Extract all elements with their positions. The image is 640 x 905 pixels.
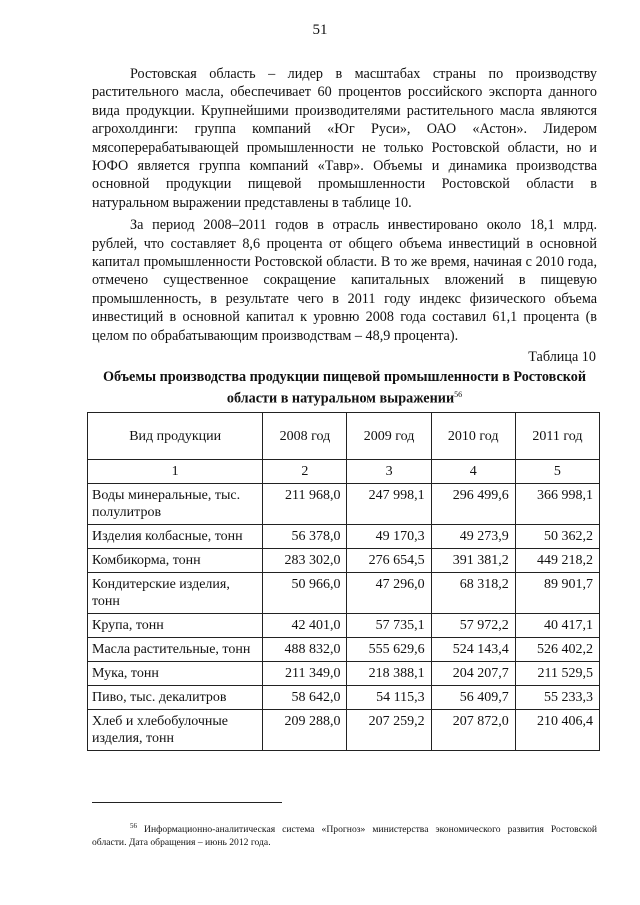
value-2010: 207 872,0: [431, 710, 515, 751]
value-2008: 56 378,0: [263, 525, 347, 549]
value-2008: 42 401,0: [263, 614, 347, 638]
value-2011: 211 529,5: [515, 662, 599, 686]
value-2009: 54 115,3: [347, 686, 431, 710]
footnote-divider: [92, 802, 282, 803]
value-2010: 524 143,4: [431, 638, 515, 662]
value-2010: 391 381,2: [431, 549, 515, 573]
table-title-text: Объемы производства продукции пищевой промышленности в Ростовской области в натуральном выражении: [102, 369, 587, 407]
product-name: Пиво, тыс. декалитров: [88, 686, 263, 710]
value-2008: 50 966,0: [263, 573, 347, 614]
column-number: 5: [515, 460, 599, 484]
table-title-footnote-ref: 56: [454, 390, 463, 399]
value-2011: 89 901,7: [515, 573, 599, 614]
column-number: 3: [347, 460, 431, 484]
column-number: 1: [88, 460, 263, 484]
header-product: Вид продукции: [88, 413, 263, 460]
product-name: Масла растительные, тонн: [88, 638, 263, 662]
value-2009: 207 259,2: [347, 710, 431, 751]
value-2011: 40 417,1: [515, 614, 599, 638]
table-row: [88, 549, 600, 573]
table-title: [92, 369, 597, 408]
table-row: [88, 686, 600, 710]
table-label: Таблица 10: [528, 349, 596, 365]
product-name: Крупа, тонн: [88, 614, 263, 638]
product-name: Мука, тонн: [88, 662, 263, 686]
value-2009: 218 388,1: [347, 662, 431, 686]
value-2008: 58 642,0: [263, 686, 347, 710]
table-row: [88, 638, 600, 662]
product-name: Кондитерские изделия, тонн: [88, 573, 263, 614]
value-2011: 50 362,2: [515, 525, 599, 549]
value-2009: 276 654,5: [347, 549, 431, 573]
header-2011: 2011 год: [515, 413, 599, 460]
value-2010: 296 499,6: [431, 484, 515, 525]
value-2008: 283 302,0: [263, 549, 347, 573]
header-2008: 2008 год: [263, 413, 347, 460]
paragraph-production-leaders: Ростовская область – лидер в масштабах страны по производству растительного масла, обеспечивает 60 процентов российского экспорта данного вида продукции. Крупнейшими производителями растительного масла являются агрохолдинги: группа компаний «Юг Руси», ОАО «Астон». Лидером мясоперерабатывающей промышленности не только Ростовской области, но и ЮФО является группа компаний «Тавр». Объемы и динамика производства основной продукции пищевой промышленности Ростовской области в натуральном выражении представлены в таблице 10.: [92, 66, 597, 211]
footnote-marker: 56: [130, 822, 137, 830]
value-2010: 57 972,2: [431, 614, 515, 638]
footnote-text: Информационно-аналитическая система «Прогноз» министерства экономического развития Ростовской области. Дата обращения – июнь 2012 года.: [92, 824, 597, 848]
footnote: [92, 820, 597, 849]
value-2010: 56 409,7: [431, 686, 515, 710]
value-2011: 55 233,3: [515, 686, 599, 710]
table-row: [88, 662, 600, 686]
column-number-row: [88, 460, 600, 484]
table-row: [88, 484, 600, 525]
value-2008: 211 349,0: [263, 662, 347, 686]
value-2011: 366 998,1: [515, 484, 599, 525]
value-2011: 526 402,2: [515, 638, 599, 662]
header-2009: 2009 год: [347, 413, 431, 460]
column-number: 2: [263, 460, 347, 484]
production-table: [87, 412, 600, 751]
value-2009: 49 170,3: [347, 525, 431, 549]
value-2010: 204 207,7: [431, 662, 515, 686]
value-2008: 209 288,0: [263, 710, 347, 751]
value-2010: 49 273,9: [431, 525, 515, 549]
product-name: Воды минеральные, тыс. полулитров: [88, 484, 263, 525]
product-name: Комбикорма, тонн: [88, 549, 263, 573]
value-2011: 449 218,2: [515, 549, 599, 573]
body-text: [92, 65, 597, 349]
product-name: Изделия колбасные, тонн: [88, 525, 263, 549]
page-number: 51: [312, 22, 328, 38]
value-2011: 210 406,4: [515, 710, 599, 751]
table-row: [88, 614, 600, 638]
value-2009: 47 296,0: [347, 573, 431, 614]
product-name: Хлеб и хлебобулочные изделия, тонн: [88, 710, 263, 751]
column-number: 4: [431, 460, 515, 484]
table-row: [88, 525, 600, 549]
table-row: [88, 710, 600, 751]
value-2009: 57 735,1: [347, 614, 431, 638]
value-2010: 68 318,2: [431, 573, 515, 614]
value-2008: 488 832,0: [263, 638, 347, 662]
paragraph-investments: За период 2008–2011 годов в отрасль инвестировано около 18,1 млрд. рублей, что составляет 8,6 процента от общего объема инвестиций в основной капитал промышленности Ростовской области. В то же время, начиная с 2010 года, отмечено существенное сокращение капитальных вложений в пищевую промышленность, в результате чего в 2011 году индекс физического объема инвестиций в основной капитал к уровню 2008 года составил 61,1 процента (в целом по обрабатывающим производствам – 48,9 процента).: [92, 217, 597, 344]
value-2008: 211 968,0: [263, 484, 347, 525]
table-row: [88, 573, 600, 614]
value-2009: 247 998,1: [347, 484, 431, 525]
value-2009: 555 629,6: [347, 638, 431, 662]
header-2010: 2010 год: [431, 413, 515, 460]
table-header-row: [88, 413, 600, 460]
